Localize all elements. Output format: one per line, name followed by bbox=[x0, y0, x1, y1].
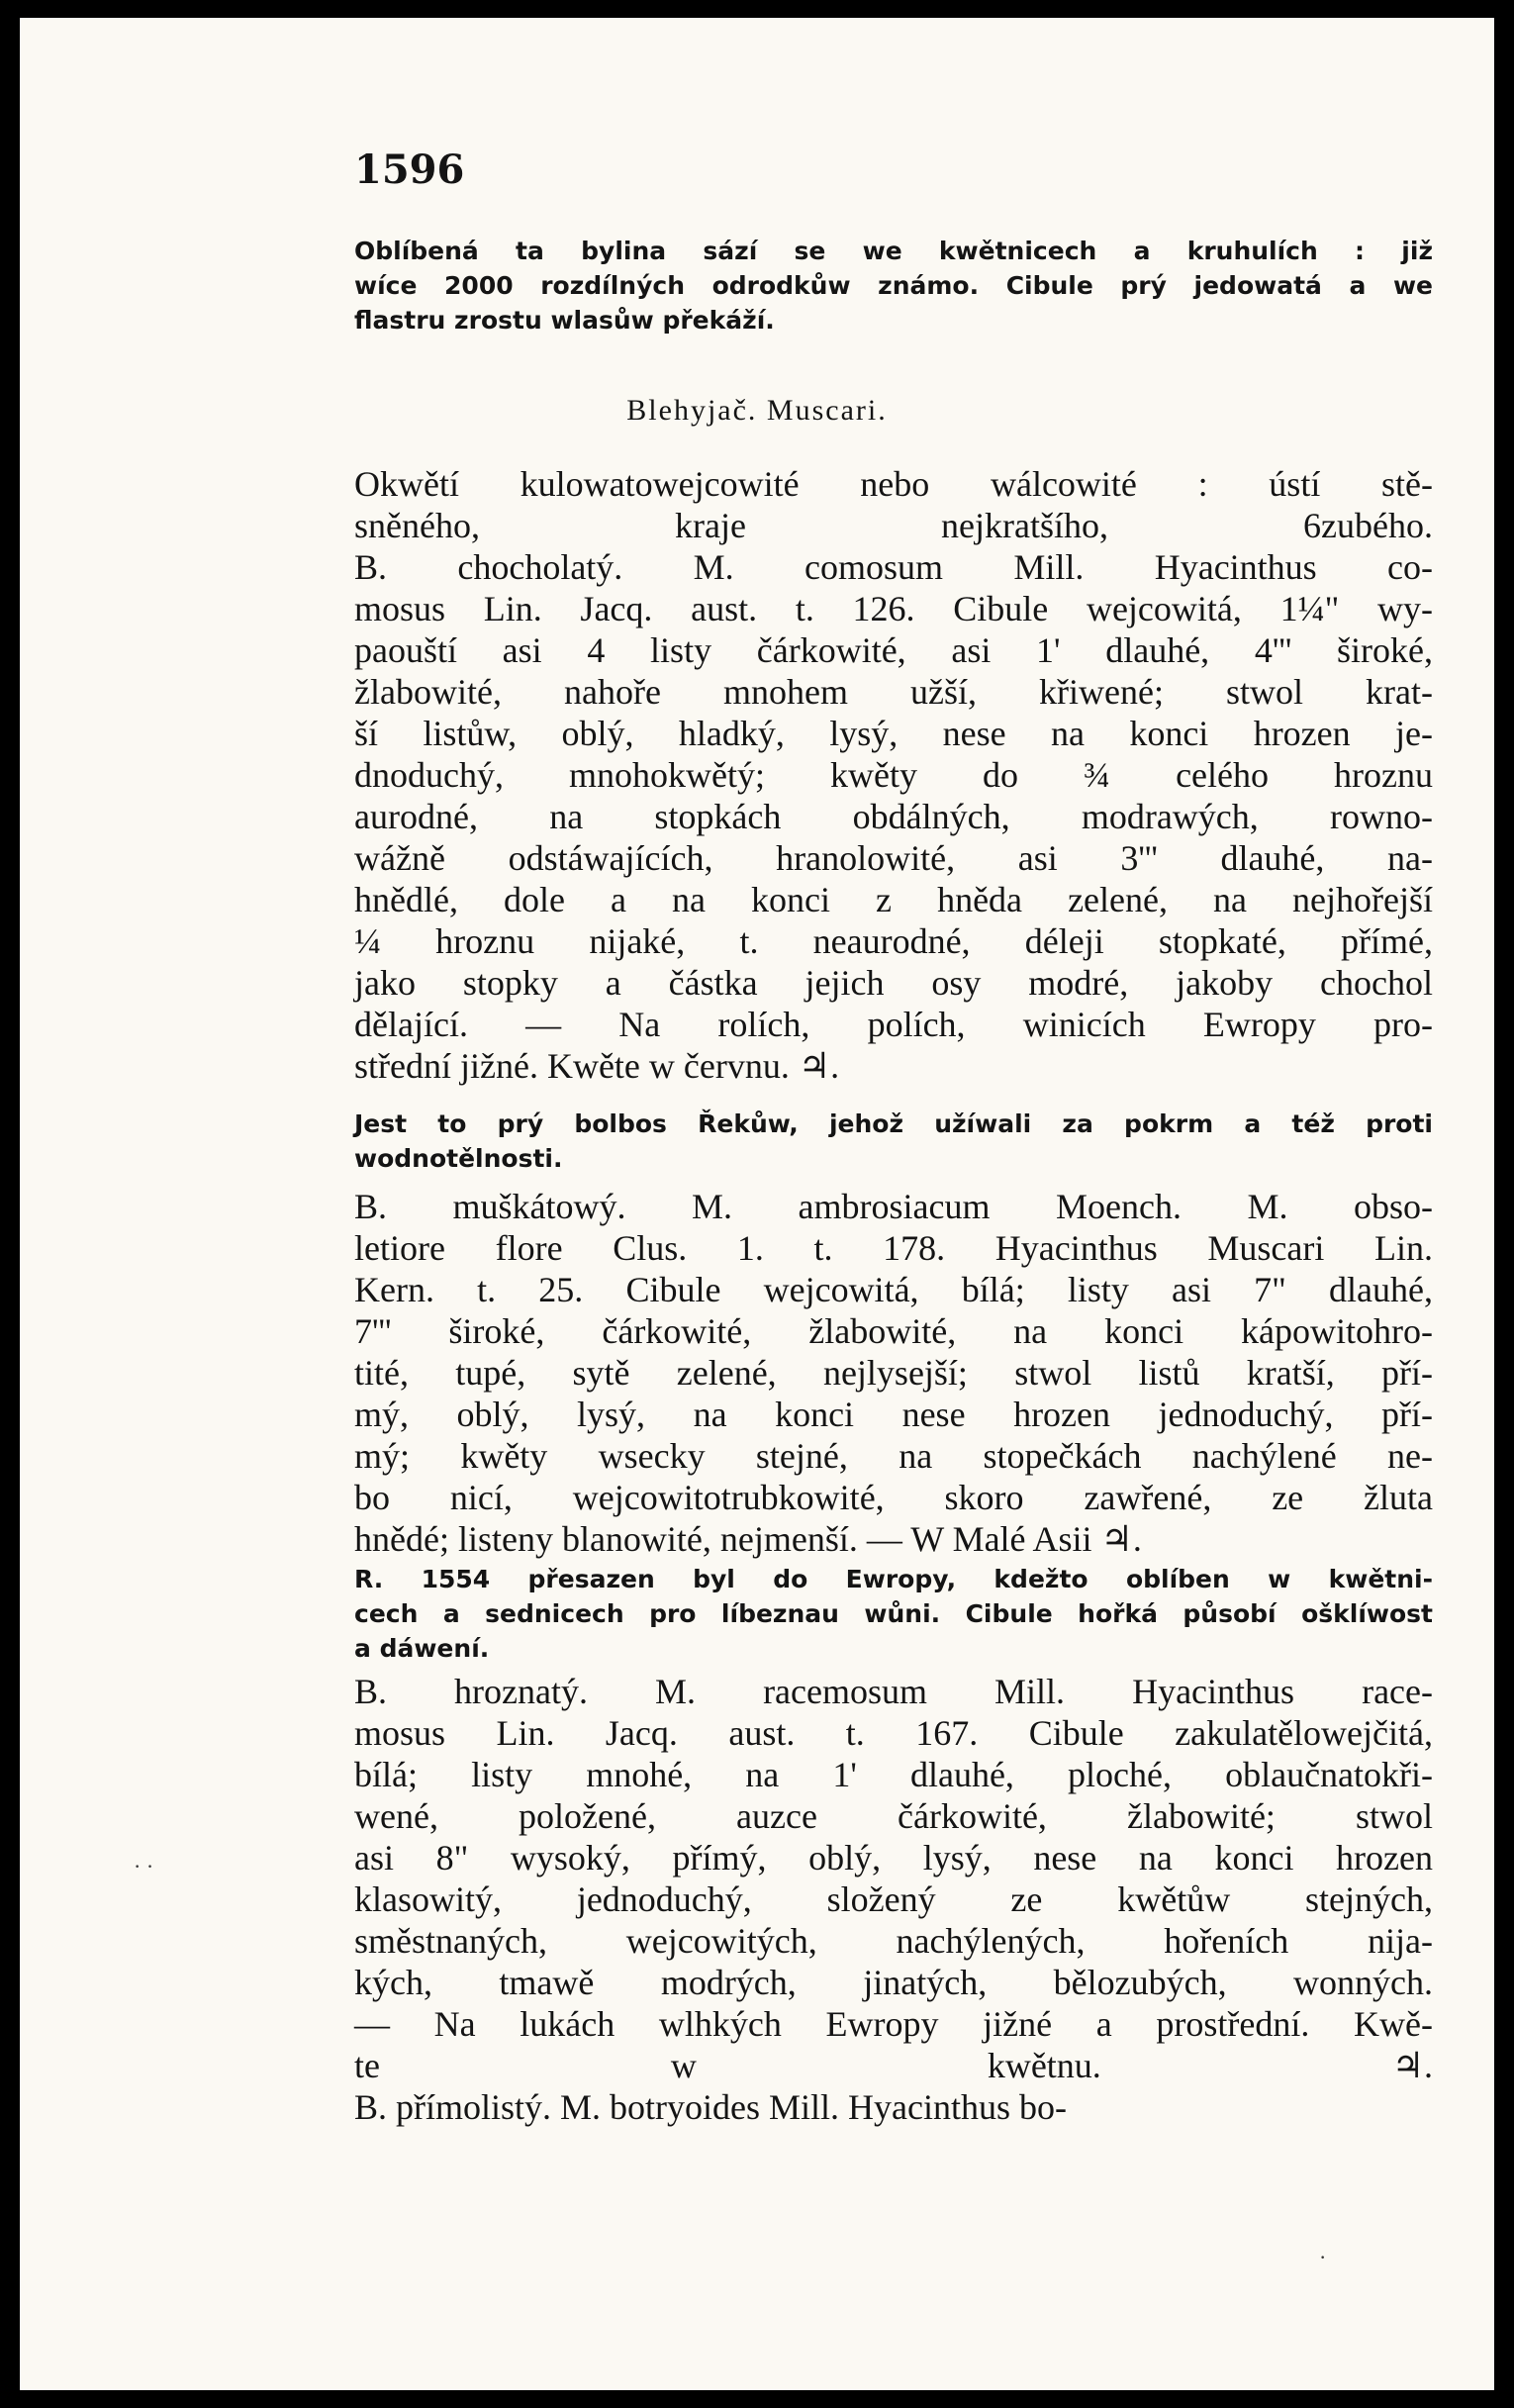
text-line: — Na lukách wlhkých Ewropy jižné a prostřední. Kwě- bbox=[354, 2004, 1433, 2044]
description-comosum bbox=[354, 463, 1433, 1087]
text-line: wážně odstáwajících, hranolowité, asi 3''' dlauhé, na- bbox=[354, 838, 1433, 878]
text-line: směstnaných, wejcowitých, nachýlených, hořeních nija- bbox=[354, 1921, 1433, 1961]
text-line: aurodné, na stopkách obdálných, modrawých, rowno- bbox=[354, 797, 1433, 836]
text-line: bo nicí, wejcowitotrubkowité, skoro zawřené, ze žluta bbox=[354, 1478, 1433, 1517]
text-line: Kern. t. 25. Cibule wejcowitá, bílá; listy asi 7" dlauhé, bbox=[354, 1270, 1433, 1309]
text-line: B. hroznatý. M. racemosum Mill. Hyacinthus race- bbox=[354, 1672, 1433, 1711]
section-heading: Blehyjač. Muscari. bbox=[626, 394, 888, 427]
text-line: kých, tmawě modrých, jinatých, bělozubých, wonných. bbox=[354, 1963, 1433, 2002]
text-line: bílá; listy mnohé, na 1' dlauhé, ploché, oblaučnatokři- bbox=[354, 1755, 1433, 1794]
text-line: žlabowité, nahoře mnohem užší, křiwené; stwol krat- bbox=[354, 672, 1433, 712]
text-line: sněného, kraje nejkratšího, 6zubého. bbox=[354, 506, 1433, 545]
text-line: 7''' široké, čárkowité, žlabowité, na konci kápowitohro- bbox=[354, 1311, 1433, 1351]
text-line: jako stopky a částka jejich osy modré, jakoby chochol bbox=[354, 963, 1433, 1003]
text-line: hnědé; listeny blanowité, nejmenší. — W Malé Asii ♃. bbox=[354, 1519, 1142, 1559]
text-line: wené, položené, auzce čárkowité, žlabowité; stwol bbox=[354, 1796, 1433, 1836]
text-line: B. přímolistý. M. botryoides Mill. Hyacinthus bo- bbox=[354, 2087, 1067, 2127]
intro-line: flastru zrostu wlasůw překáží. bbox=[354, 306, 775, 335]
note-comosum bbox=[354, 1107, 1433, 1176]
text-line: mý, oblý, lysý, na konci nese hrozen jednoduchý, pří- bbox=[354, 1395, 1433, 1434]
text-line: dělající. — Na rolích, polích, winicích Ewropy pro- bbox=[354, 1005, 1433, 1044]
text-line: wodnotělnosti. bbox=[354, 1144, 563, 1173]
text-line: Okwětí kulowatowejcowité nebo wálcowité : ústí stě- bbox=[354, 464, 1433, 504]
page-number: 1596 bbox=[354, 146, 465, 193]
text-line: klasowitý, jednoduchý, složený ze kwětůw stejných, bbox=[354, 1879, 1433, 1919]
text-line: tité, tupé, sytě zelené, nejlysejší; stwol listů kratší, pří- bbox=[354, 1353, 1433, 1393]
text-line: dnoduchý, mnohokwětý; kwěty do ¾ celého hroznu bbox=[354, 755, 1433, 795]
text-line: střední jižné. Kwěte w červnu. ♃. bbox=[354, 1046, 840, 1086]
text-line: mosus Lin. Jacq. aust. t. 167. Cibule zakulatělowejčitá, bbox=[354, 1713, 1433, 1753]
text-line: ší listůw, oblý, hladký, lysý, nese na konci hrozen je- bbox=[354, 714, 1433, 753]
text-line: B. chocholatý. M. comosum Mill. Hyacinthus co- bbox=[354, 547, 1433, 587]
intro-note bbox=[354, 234, 1433, 337]
text-line: mosus Lin. Jacq. aust. t. 126. Cibule wejcowitá, 1¼" wy- bbox=[354, 589, 1433, 628]
text-line: paouští asi 4 listy čárkowité, asi 1' dlauhé, 4''' široké, bbox=[354, 630, 1433, 670]
text-line: cech a sednicech pro líbeznau wůni. Cibule hořká působí ošklíwost bbox=[354, 1599, 1433, 1628]
text-line: a dáwení. bbox=[354, 1634, 490, 1663]
text-line: mý; kwěty wsecky stejné, na stopečkách nachýlené ne- bbox=[354, 1436, 1433, 1476]
book-page bbox=[20, 18, 1494, 2390]
intro-line: wíce 2000 rozdílných odrodkůw známo. Cibule prý jedowatá a we bbox=[354, 271, 1433, 300]
intro-line: Oblíbená ta bylina sází se we kwětnicech a kruhulích : již bbox=[354, 237, 1433, 265]
text-line: asi 8" wysoký, přímý, oblý, lysý, nese na konci hrozen bbox=[354, 1838, 1433, 1878]
text-line: hnědlé, dole a na konci z hněda zelené, na nejhořejší bbox=[354, 880, 1433, 919]
text-line: Jest to prý bolbos Řekůw, jehož užíwali za pokrm a též proti bbox=[354, 1109, 1433, 1138]
text-line: letiore flore Clus. 1. t. 178. Hyacinthus Muscari Lin. bbox=[354, 1228, 1433, 1268]
text-line: te w kwětnu. ♃. bbox=[354, 2046, 1433, 2085]
note-ambrosiacum bbox=[354, 1562, 1433, 1666]
text-line: R. 1554 přesazen byl do Ewropy, kdežto oblíben w kwětni- bbox=[354, 1565, 1433, 1593]
text-line: ¼ hroznu nijaké, t. neaurodné, déleji stopkaté, přímé, bbox=[354, 921, 1433, 961]
margin-mark: · bbox=[1319, 2245, 1327, 2269]
text-line: B. muškátowý. M. ambrosiacum Moench. M. obso- bbox=[354, 1187, 1433, 1226]
description-ambrosiacum bbox=[354, 1186, 1433, 1560]
margin-mark: · · bbox=[134, 1854, 154, 1878]
description-racemosum bbox=[354, 1671, 1433, 2128]
